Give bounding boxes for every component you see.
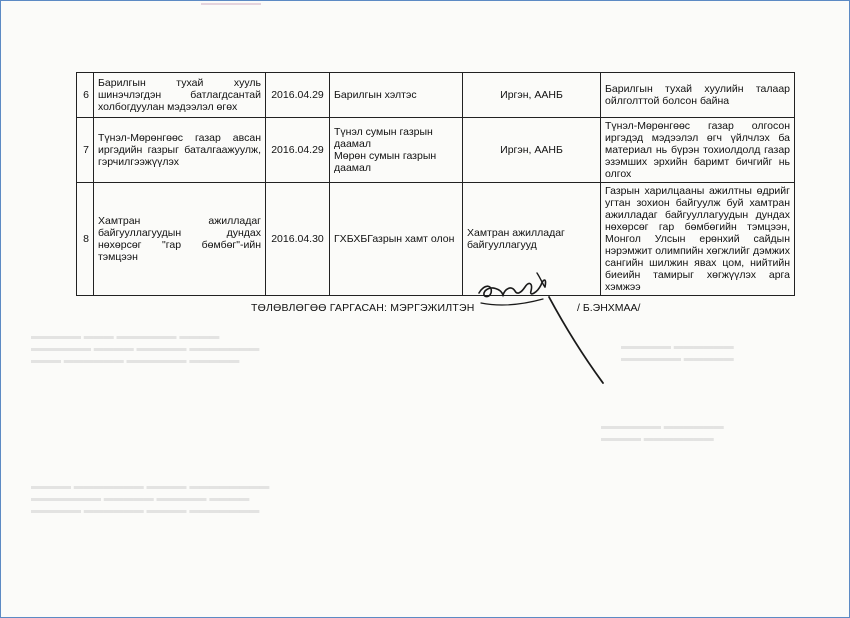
expected-result: Барилгын тухай хуулийн талаар ойлголттой болсон байна [601,73,795,118]
bleed-through-text: ▬▬▬▬▬ ▬▬▬ ▬▬▬▬▬▬ ▬▬▬▬ ▬▬▬▬▬▬ ▬▬▬▬ ▬▬▬▬▬ ▬▬▬▬▬▬▬ ▬▬▬ ▬▬▬▬▬▬ ▬▬▬▬▬▬ ▬▬▬▬▬ [31,331,260,366]
activity-topic: Түнэл-Мөрөнгөөс газар авсан иргэдийн газрыг баталгаажуулж, гэрчилгээжүүлэх [94,118,266,183]
handwritten-signature [471,263,621,393]
preparer-name: / Б.ЭНХМАА/ [577,302,641,314]
activity-date: 2016.04.30 [266,183,330,296]
stamp-mark [201,3,261,19]
expected-result: Түнэл-Мөрөнгөөс газар олгосон иргэдэд мэдээлэл өгч үйлчлэх ба материал нь бүрэн тохиолдолд газар эзэмших эрхийн баримт бичгийг нь олгох [601,118,795,183]
expected-result: Газрын харилцааны ажилтны өдрийг угтан зохион байгуулж буй хамтран ажилладаг байгууллагуудын дундах нөхөрсөг гар бөмбөгийн тэмцээн, Монгол Улсын ерөнхий сайдын нэрэмжит олимпийн хөгжлийг дэмжих сангийн шилжин явах цом, нийтийн биеийн тамирыг хөгжүүлэх арга хэмжээ [601,183,795,296]
activity-date: 2016.04.29 [266,118,330,183]
activity-topic: Барилгын тухай хууль шинэчлэгдэн батлагдсантай холбогдуулан мэдээлэл өгөх [94,73,266,118]
table-row [77,183,795,296]
responsible-party: Түнэл сумын газрын даамал Мөрөн сумын газрын даамал [330,118,463,183]
participants: Иргэн, ААНБ [463,118,601,183]
responsible-party: ГХБХБГазрын хамт олон [330,183,463,296]
row-number: 6 [77,73,94,118]
activity-date: 2016.04.29 [266,73,330,118]
participants: Хамтран ажилладаг байгууллагууд [463,183,601,296]
activity-topic: Хамтран ажилладаг байгууллагуудын дундах нөхөрсөг "гар бөмбөг"-ийн тэмцээн [94,183,266,296]
table-row [77,73,795,118]
bleed-through-text: ▬▬▬▬▬▬ ▬▬▬▬▬▬ ▬▬▬▬ ▬▬▬▬▬▬▬ [601,421,724,444]
participants: Иргэн, ААНБ [463,73,601,118]
plan-table [76,72,795,296]
bleed-through-text: ▬▬▬▬▬ ▬▬▬▬▬▬ ▬▬▬▬▬▬ ▬▬▬▬▬ [621,341,734,364]
row-number: 8 [77,183,94,296]
table-row [77,118,795,183]
row-number: 7 [77,118,94,183]
responsible-party: Барилгын хэлтэс [330,73,463,118]
bleed-through-text: ▬▬▬▬ ▬▬▬▬▬▬▬ ▬▬▬▬ ▬▬▬▬▬▬▬▬ ▬▬▬▬▬▬▬ ▬▬▬▬▬ ▬▬▬▬▬ ▬▬▬▬ ▬▬▬▬▬ ▬▬▬▬▬▬ ▬▬▬▬ ▬▬▬▬▬▬▬ [31,481,270,516]
prepared-by-label: ТӨЛӨВЛӨГӨӨ ГАРГАСАН: МЭРГЭЖИЛТЭН [251,302,475,314]
